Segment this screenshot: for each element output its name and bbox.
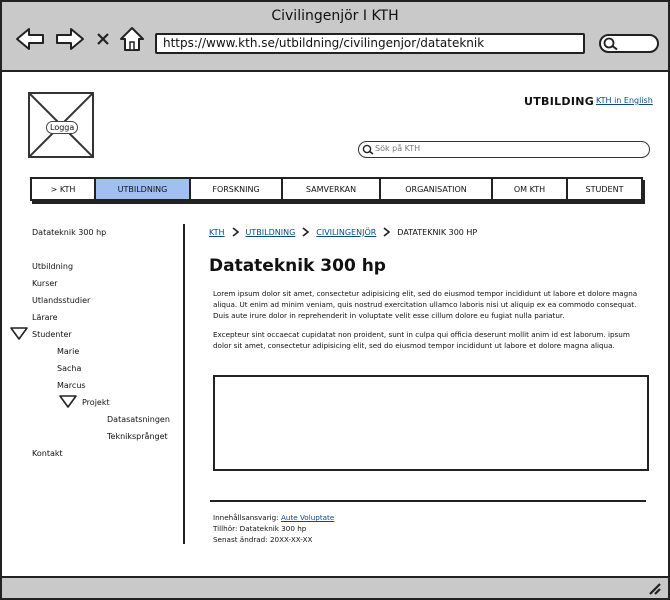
nav-item-utbildning[interactable]: UTBILDNING (96, 179, 191, 199)
window-title: Civilingenjör I KTH (271, 8, 399, 24)
nav-item-samverkan[interactable]: SAMVERKAN (283, 179, 381, 199)
breadcrumb-kth[interactable]: KTH (209, 227, 225, 237)
sidebar-item-utlandsstudier[interactable]: Utlandsstudier (32, 296, 91, 305)
status-bar (2, 576, 668, 598)
english-link[interactable]: KTH in English (596, 96, 653, 105)
footer-divider (210, 500, 646, 502)
search-placeholder: Sök på KTH (375, 144, 421, 153)
forward-arrow-icon[interactable] (54, 26, 86, 52)
resize-grip-icon[interactable] (646, 581, 662, 595)
body-paragraph-2: Excepteur sint occaecat cupidatat non proident, sunt in culpa qui officia deserunt mollit anim id est laborum. ipsum dolor sit amet, consectetur adipisicing elit, sed do eiusmod tempor incididunt ut labore et dolore magna aliqua. (213, 330, 630, 350)
breadcrumb (209, 227, 477, 237)
changed-label: Senast ändrad: (213, 535, 268, 544)
sidebar-item-marie[interactable]: Marie (57, 347, 80, 356)
sidebar-item-kurser[interactable]: Kurser (32, 279, 58, 288)
page-footer (213, 512, 334, 545)
search-icon (362, 144, 374, 155)
expanded-triangle-icon[interactable] (10, 327, 28, 340)
close-stop-icon[interactable] (90, 26, 116, 52)
browser-chrome (2, 2, 668, 72)
url-input[interactable]: https://www.kth.se/utbildning/civilingenjor/datateknik (155, 33, 585, 54)
nav-item-kth[interactable]: > KTH (32, 179, 96, 199)
sidebar-item-utbildning[interactable]: Utbildning (32, 262, 74, 271)
main-nav (30, 177, 643, 201)
nav-item-om-kth[interactable]: OM KTH (493, 179, 568, 199)
home-icon[interactable] (117, 26, 147, 52)
sidebar-item-studenter[interactable]: Studenter (32, 330, 72, 339)
back-arrow-icon[interactable] (14, 26, 46, 52)
logo-label: Logga (46, 121, 78, 134)
search-icon (603, 37, 619, 51)
nav-item-student[interactable]: STUDENT (585, 184, 624, 194)
owner-label: Innehållsansvarig: (213, 513, 279, 522)
nav-item-organisation[interactable]: ORGANISATION (381, 179, 493, 199)
chevron-right-icon (383, 227, 390, 237)
changed-value: 20XX-XX-XX (269, 535, 313, 544)
owner-link[interactable]: Aute Voluptate (280, 513, 335, 522)
logo-placeholder[interactable] (28, 92, 94, 158)
sidebar-item-kontakt[interactable]: Kontakt (32, 449, 63, 458)
sidebar-item-sacha[interactable]: Sacha (57, 364, 82, 373)
expanded-triangle-icon[interactable] (59, 395, 77, 408)
browser-search-input[interactable] (599, 34, 659, 53)
sidebar-item-projekt[interactable]: Projekt (82, 398, 110, 407)
breadcrumb-utbildning[interactable]: UTBILDNING (245, 227, 296, 237)
nav-item-forskning[interactable]: FORSKNING (191, 179, 283, 199)
belongs-label: Tillhör: (213, 524, 238, 533)
sidebar-item-datasatsningen[interactable]: Datasatsningen (107, 415, 170, 424)
chevron-right-icon (232, 227, 239, 237)
site-search-input[interactable] (358, 141, 650, 158)
content-placeholder-box (213, 375, 649, 471)
body-paragraph-1: Lorem ipsum dolor sit amet, consectetur adipisicing elit, sed do eiusmod tempor incididunt ut labore et dolore magna aliqua. Ut enim ad minim veniam, quis nostrud exercitation ullamco laboris nisi ut aliquip ex ea commodo consequat. Duis aute irure dolor in reprehenderit in voluptate velit esse cillum dolore eu fugiat nulla pariatur. (213, 289, 638, 320)
sidebar-item-larare[interactable]: Lärare (32, 313, 58, 322)
breadcrumb-civilingenjor[interactable]: CIVILINGENJÖR (316, 227, 377, 237)
sidebar-item-teknikspranget[interactable]: Tekniksprånget (107, 432, 168, 441)
belongs-value: Datateknik 300 hp (239, 524, 307, 533)
sidebar-heading: Datateknik 300 hp (32, 228, 107, 237)
breadcrumb-current: DATATEKNIK 300 HP (397, 227, 478, 237)
chevron-right-icon (302, 227, 309, 237)
page-title: Datateknik 300 hp (209, 256, 386, 276)
sidebar-item-marcus[interactable]: Marcus (57, 381, 86, 390)
section-title: UTBILDING (524, 95, 595, 108)
sidebar-divider (183, 224, 185, 544)
